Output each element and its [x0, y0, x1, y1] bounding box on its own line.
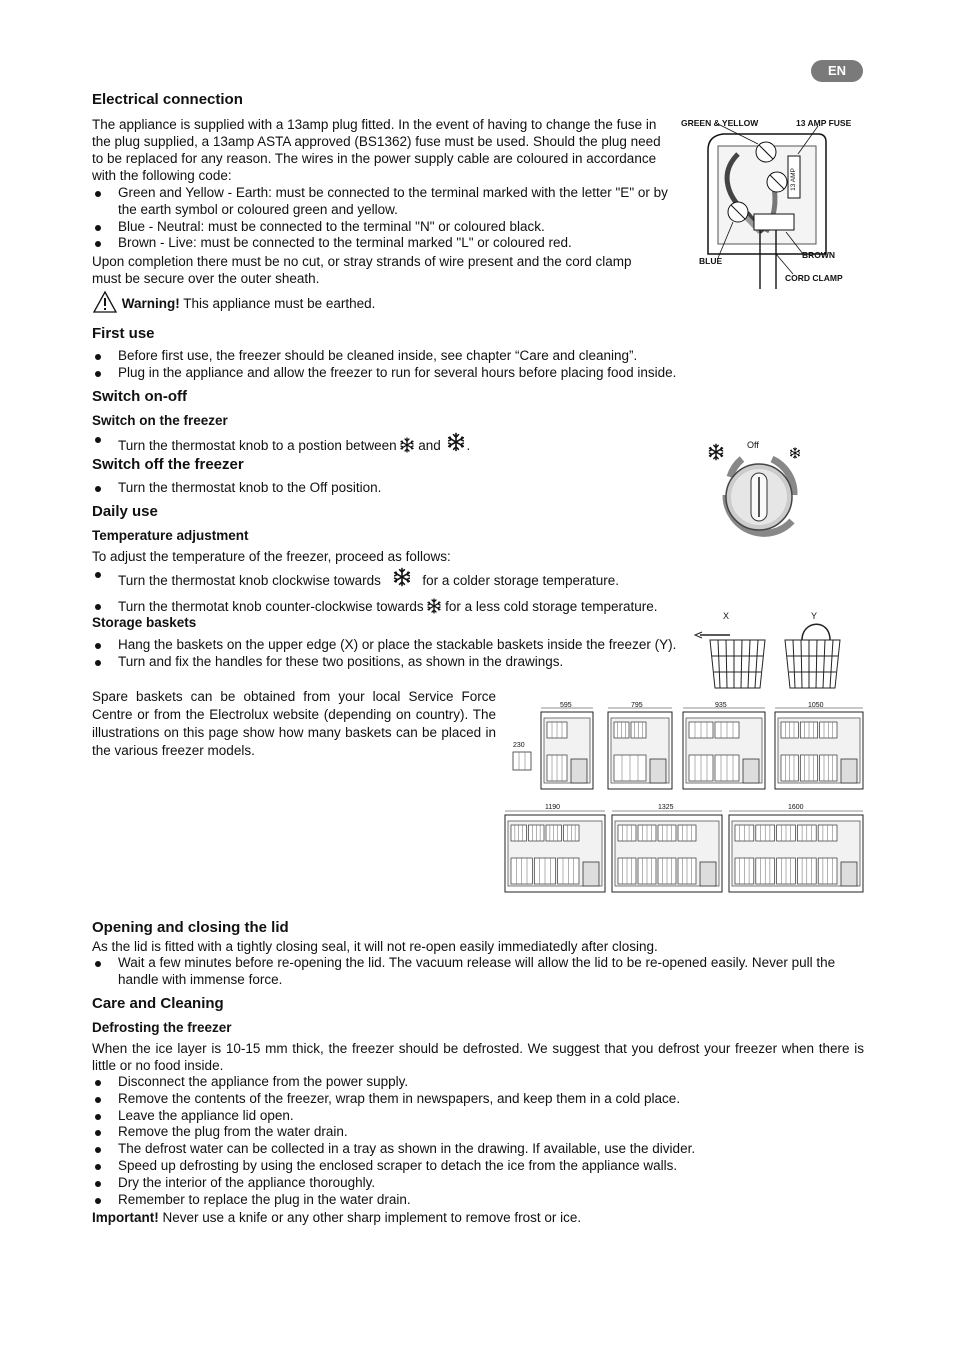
- first-use-heading: First use: [92, 325, 155, 342]
- lid-intro: As the lid is fitted with a tightly closing seal, it will not re-open easily immediatedly after closing.: [92, 939, 658, 954]
- temperature-subheading: Temperature adjustment: [92, 528, 249, 543]
- warning-text: This appliance must be earthed.: [179, 296, 376, 311]
- electrical-completion: Upon completion there must be no cut, or stray strands of wire present and the cord clamp must be secure over the outer sheath.: [92, 254, 632, 286]
- label-blue: BLUE: [699, 256, 723, 266]
- switch-on-text: Turn the thermostat knob to a postion between: [118, 438, 397, 453]
- list-item: The defrost water can be collected in a tray as shown in the drawing. If available, use the divider.: [92, 1141, 864, 1158]
- switch-on-subheading: Switch on the freezer: [92, 413, 228, 428]
- list-item: [92, 598, 712, 616]
- snowflake-small-icon: [427, 598, 441, 614]
- lid-heading: Opening and closing the lid: [92, 919, 289, 936]
- list-item: Remove the plug from the water drain.: [92, 1124, 864, 1141]
- defrost-subheading: Defrosting the freezer: [92, 1020, 232, 1035]
- first-use-list: [92, 348, 792, 382]
- important-note: [92, 1209, 864, 1226]
- list-item: Hang the baskets on the upper edge (X) or place the stackable baskets inside the freezer (Y).: [92, 637, 684, 654]
- switch-on-and: and: [418, 438, 441, 453]
- list-item: Brown - Live: must be connected to the terminal marked "L" or coloured red.: [92, 235, 682, 252]
- label-cord-clamp: CORD CLAMP: [785, 273, 843, 283]
- switch-on-end: .: [466, 438, 471, 453]
- spare-baskets-text: Spare baskets can be obtained from your local Service Force Centre or from the Electrolux website (depending on country). The illustrations on this page show how many baskets can be placed in the various freezer models.: [92, 689, 496, 758]
- model-label: 595: [560, 702, 572, 709]
- warning-row: [92, 290, 375, 314]
- model-label: 1325: [658, 804, 674, 811]
- list-item: Green and Yellow - Earth: must be connected to the terminal marked with the letter "E" or by the earth symbol or coloured green and yellow.: [92, 185, 682, 219]
- electrical-heading: Electrical connection: [92, 91, 243, 108]
- basket-width-label: 230: [513, 742, 525, 749]
- wire-code-list: [92, 185, 682, 252]
- model-label: 1190: [545, 804, 561, 811]
- model-label: 1600: [788, 804, 804, 811]
- defrost-list: [92, 1074, 864, 1208]
- list-item: Remember to replace the plug in the water drain.: [92, 1192, 864, 1209]
- model-label: 1050: [808, 702, 824, 709]
- label-fuse-body: 13 AMP: [789, 168, 797, 191]
- snowflake-large-icon: [445, 431, 467, 453]
- models-drawing: [503, 700, 865, 895]
- temperature-intro: To adjust the temperature of the freezer, proceed as follows:: [92, 549, 451, 564]
- list-item: Wait a few minutes before re-opening the lid. The vacuum release will allow the lid to be re-opened easily. Never pull the handle with immense force.: [92, 955, 864, 989]
- list-item: Blue - Neutral: must be connected to the terminal "N" or coloured black.: [92, 219, 682, 236]
- defrost-intro: When the ice layer is 10-15 mm thick, the freezer should be defrosted. We suggest that you defrost your freezer when there is little or no food inside.: [92, 1041, 864, 1073]
- snowflake-small-icon: [400, 437, 414, 453]
- baskets-subheading: Storage baskets: [92, 615, 197, 630]
- list-item: Remove the contents of the freezer, wrap them in newspapers, and keep them in a cold place.: [92, 1091, 864, 1108]
- warning-label: Warning!: [121, 296, 180, 311]
- switch-off-heading: Switch off the freezer: [92, 456, 244, 473]
- switch-on-list: [92, 431, 652, 455]
- freezer-models-basket-figure: [503, 700, 865, 895]
- list-item: Dry the interior of the appliance thoroughly.: [92, 1175, 864, 1192]
- list-item: Turn and fix the handles for these two positions, as shown in the drawings.: [92, 654, 684, 671]
- switch-off-list: [92, 480, 592, 497]
- list-item: Turn the thermostat knob to the Off position.: [92, 480, 592, 497]
- switch-heading: Switch on-off: [92, 388, 187, 405]
- list-item: [92, 566, 712, 590]
- electrical-intro: The appliance is supplied with a 13amp plug fitted. In the event of having to change the fuse in the plug supplied, a 13amp ASTA approved (BS1362) fuse must be used. Should the plug need to be replaced for any reason. The wires in the power supply cable are coloured in accordance with the following code:: [92, 117, 661, 183]
- list-item: Disconnect the appliance from the power supply.: [92, 1074, 864, 1091]
- colder-suffix: for a colder storage temperature.: [422, 573, 620, 588]
- warmer-text: Turn the thermotat knob counter-clockwise towards: [118, 598, 424, 614]
- list-item: Leave the appliance lid open.: [92, 1108, 864, 1125]
- label-fuse: 13 AMP FUSE: [796, 118, 852, 128]
- language-badge: EN: [811, 60, 863, 82]
- model-label: 795: [631, 702, 643, 709]
- thermostat-knob-figure: [702, 437, 806, 547]
- model-label: 935: [715, 702, 727, 709]
- list-item: Speed up defrosting by using the enclosed scraper to detach the ice from the appliance walls.: [92, 1158, 864, 1175]
- basket-positions-figure: [690, 610, 865, 695]
- warning-icon: [92, 290, 118, 314]
- label-brown: BROWN: [802, 250, 836, 260]
- plug-wiring-diagram: [678, 114, 868, 292]
- daily-use-heading: Daily use: [92, 503, 158, 520]
- care-heading: Care and Cleaning: [92, 995, 224, 1012]
- lid-list: [92, 955, 864, 989]
- label-green-yellow: GREEN & YELLOW: [681, 118, 759, 128]
- colder-text: Turn the thermostat knob clockwise towards: [118, 573, 381, 588]
- temperature-list: [92, 566, 712, 616]
- knob-off-label: Off: [747, 440, 759, 450]
- snowflake-large-icon: [391, 566, 413, 588]
- list-item: [92, 431, 652, 455]
- baskets-list: [92, 637, 684, 671]
- basket-x-label: X: [723, 611, 730, 621]
- important-label: Important!: [92, 1210, 159, 1225]
- list-item: Before first use, the freezer should be cleaned inside, see chapter “Care and cleaning”.: [92, 348, 792, 365]
- important-text: Never use a knife or any other sharp implement to remove frost or ice.: [158, 1210, 582, 1225]
- basket-y-label: Y: [811, 611, 818, 621]
- list-item: Plug in the appliance and allow the freezer to run for several hours before placing food inside.: [92, 365, 792, 382]
- warmer-suffix: for a less cold storage temperature.: [445, 598, 658, 614]
